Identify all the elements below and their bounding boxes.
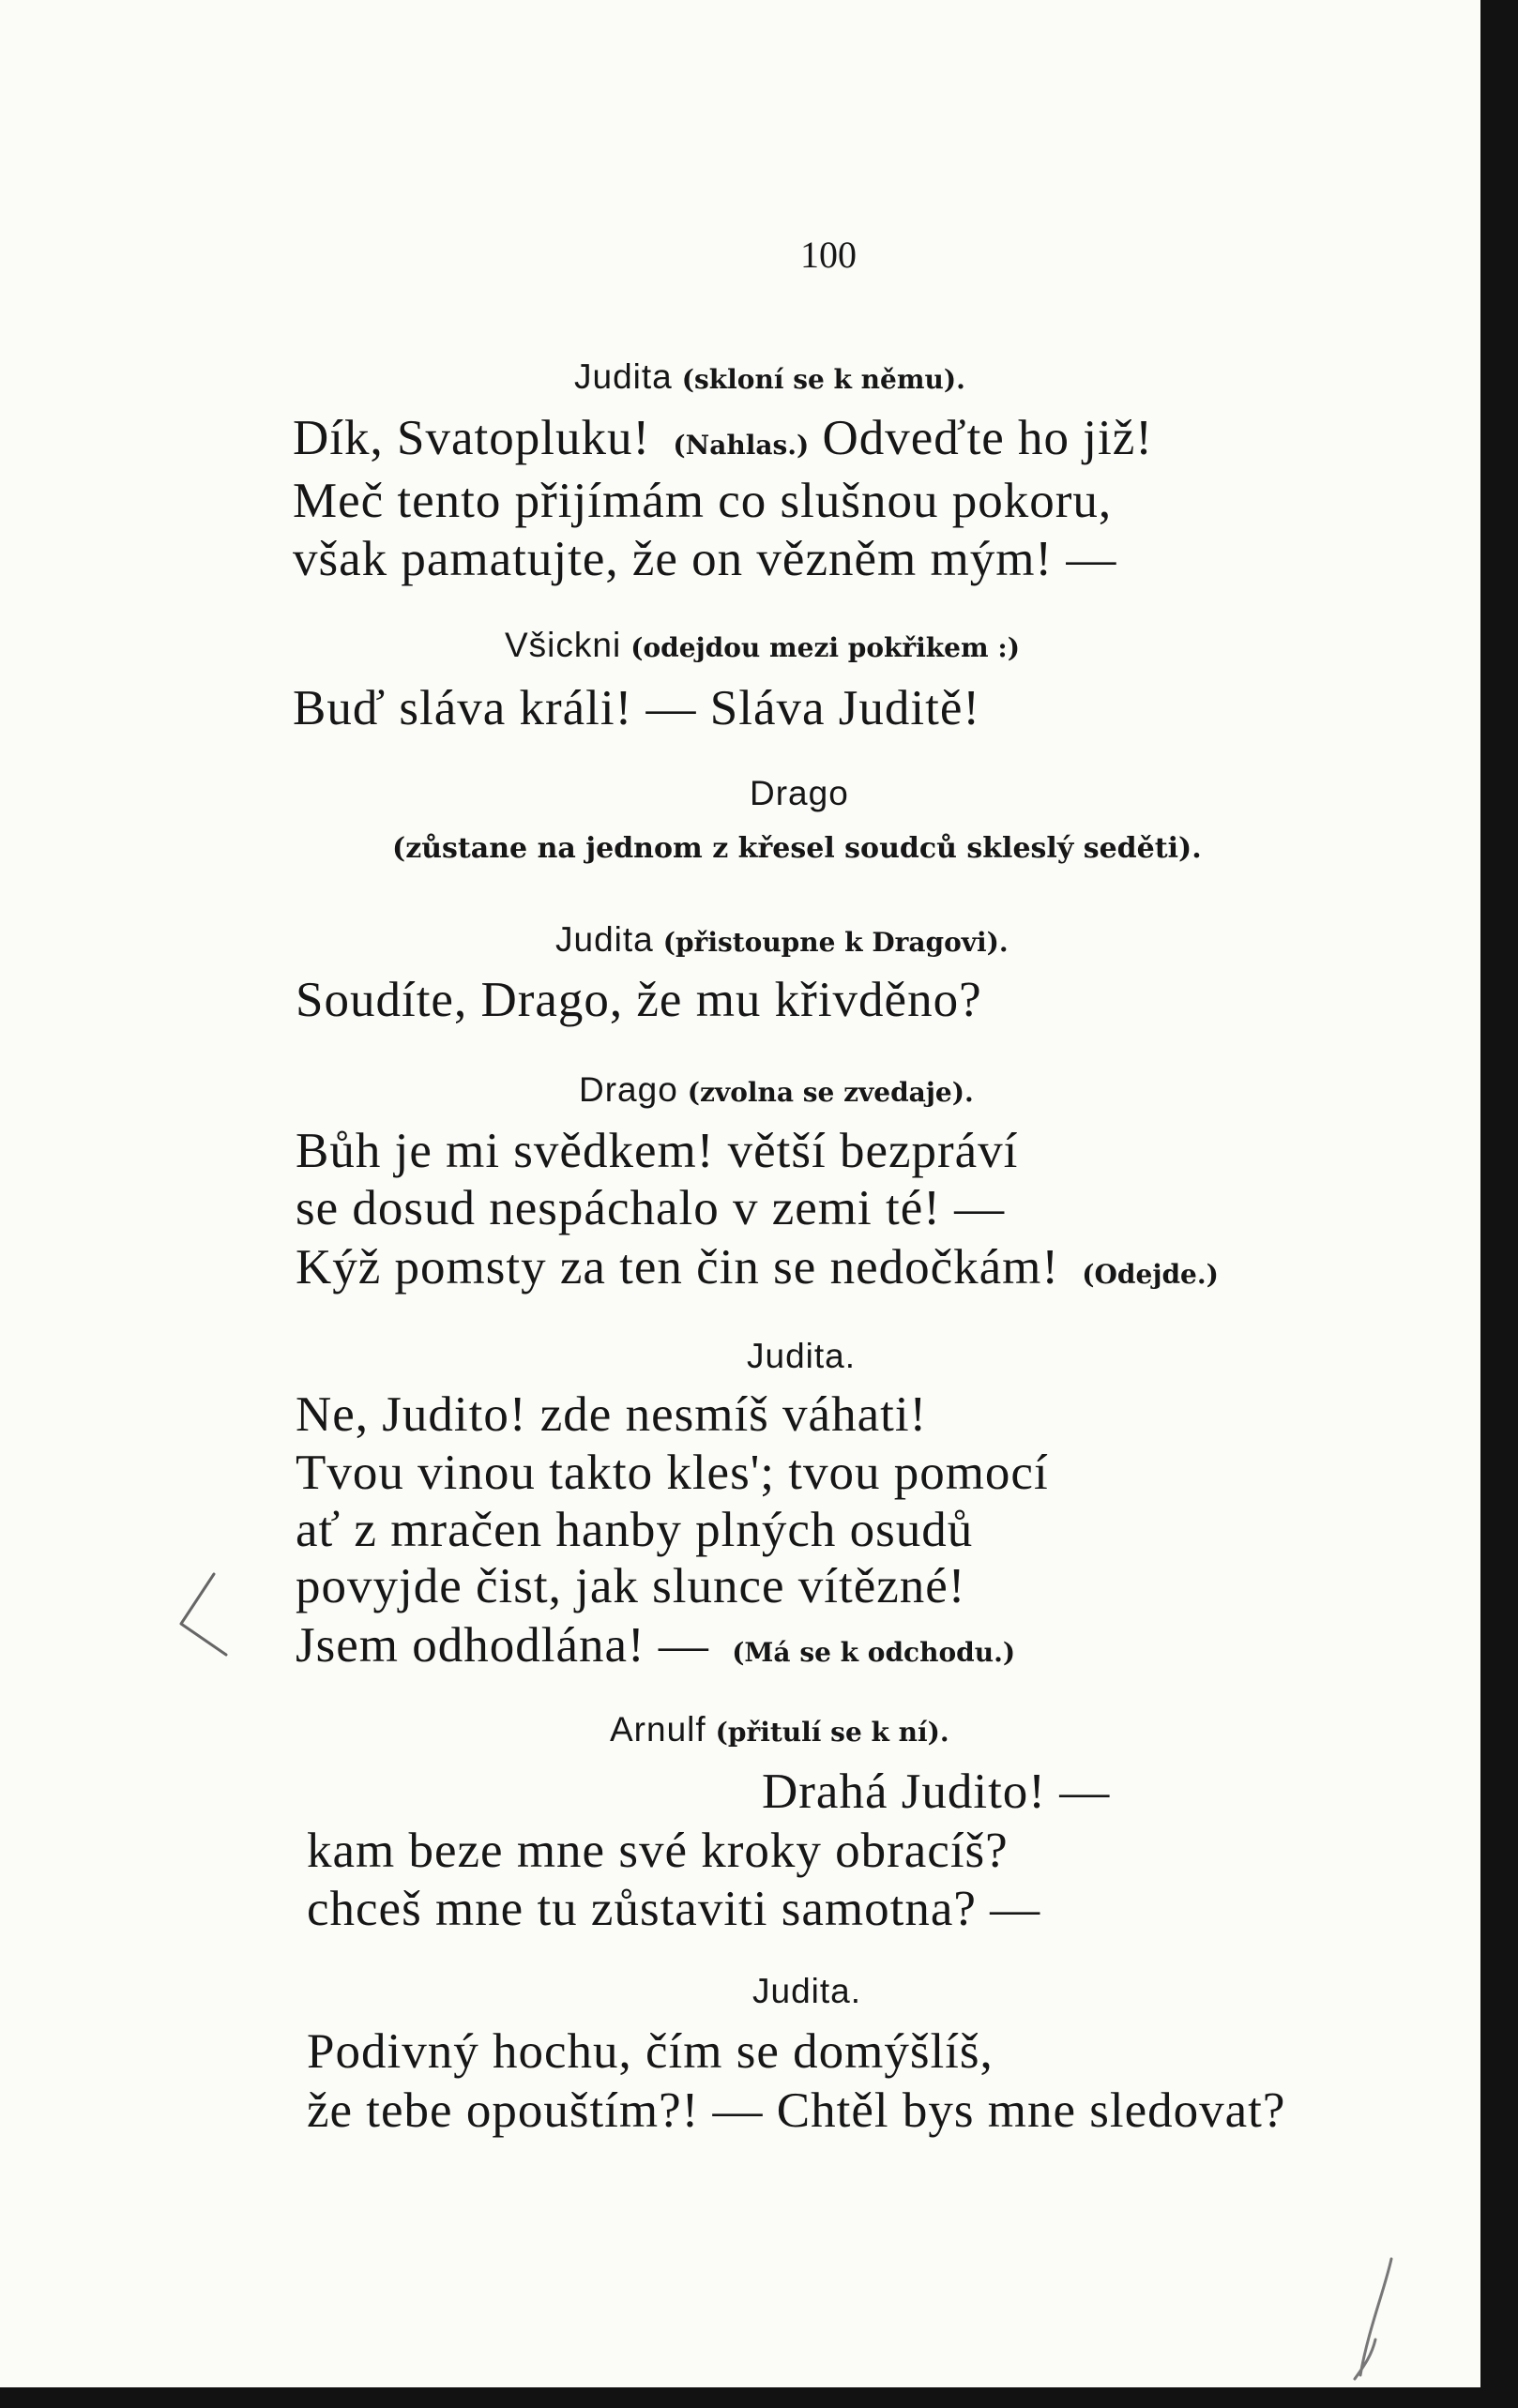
- inline-stage-direction: (Má se k odchodu.): [732, 1637, 1016, 1668]
- scan-border-right: [1480, 0, 1518, 2408]
- verse-line: však pamatujte, že on vězněm mým! —: [293, 532, 1117, 586]
- speaker-name: Judita.: [752, 1972, 862, 2010]
- stage-direction: (přitulí se k ní).: [715, 1717, 949, 1748]
- speaker-name: Drago: [750, 774, 849, 812]
- speaker-judita-4: [752, 1970, 861, 2013]
- stage-direction: (odejdou mezi pokřikem :): [630, 632, 1020, 663]
- verse-line: ať z mračen hanby plných osudů: [296, 1503, 974, 1557]
- stage-direction: (skloní se k němu).: [681, 364, 965, 395]
- verse-line: chceš mne tu zůstaviti samotna? —: [307, 1882, 1041, 1936]
- speaker-name: Drago: [579, 1070, 678, 1109]
- stage-direction: (zůstane na jednom z křesel soudců skleslý seděti).: [392, 832, 1202, 865]
- verse-line: Bůh je mi svědkem! větší bezpráví: [296, 1124, 1019, 1178]
- speaker-judita-1: [574, 356, 965, 401]
- verse-text: Dík, Svatopluku!: [293, 411, 651, 465]
- speaker-name: Všickni: [505, 626, 622, 664]
- verse-text: Odveďte ho již!: [822, 411, 1153, 465]
- inline-stage-direction: (Odejde.): [1082, 1259, 1219, 1290]
- verse-line: [293, 410, 1153, 474]
- page-number: 100: [800, 234, 857, 276]
- speaker-judita-3: [747, 1335, 856, 1378]
- verse-line: se dosud nespáchalo v zemi té! —: [296, 1181, 1006, 1235]
- verse-line: Soudíte, Drago, že mu křivděno?: [296, 973, 982, 1027]
- speaker-name: Judita: [574, 357, 673, 396]
- verse-line: Meč tento přijímám co slušnou pokoru,: [293, 474, 1113, 528]
- margin-pencil-mark: [172, 1565, 237, 1668]
- speaker-name: Judita: [555, 920, 654, 959]
- speaker-arnulf: [610, 1708, 949, 1754]
- scan-border-bottom: [0, 2387, 1518, 2408]
- verse-line: kam beze mne své kroky obracíš?: [307, 1824, 1009, 1878]
- stage-direction: (zvolna se zvedaje).: [687, 1077, 974, 1108]
- speaker-name: Arnulf: [610, 1710, 706, 1749]
- verse-line: Tvou vinou takto kles'; tvou pomocí: [296, 1446, 1049, 1500]
- speaker-vsickni: [505, 624, 1020, 670]
- speaker-judita-2: [555, 918, 1009, 964]
- speaker-drago-1: [750, 772, 849, 815]
- verse-line: Ne, Judito! zde nesmíš váhati!: [296, 1387, 928, 1442]
- stage-direction: (přistoupne k Dragovi).: [662, 927, 1009, 958]
- verse-line: [296, 1617, 1015, 1681]
- verse-line: Drahá Judito! —: [762, 1764, 1111, 1819]
- inline-stage-direction: (Nahlas.): [673, 430, 810, 461]
- margin-pencil-mark: [1340, 2251, 1415, 2387]
- verse-line: [296, 1239, 1219, 1303]
- verse-text: Jsem odhodlána! —: [296, 1618, 709, 1673]
- speaker-name: Judita.: [747, 1337, 857, 1375]
- verse-text: Kýž pomsty za ten čin se nedočkám!: [296, 1240, 1060, 1295]
- verse-line: Podivný hochu, čím se domýšlíš,: [307, 2024, 994, 2079]
- verse-line: Buď sláva králi! — Sláva Juditě!: [293, 681, 981, 735]
- speaker-drago-2: [579, 1068, 974, 1114]
- verse-line: že tebe opouštím?! — Chtěl bys mne sledovat?: [307, 2083, 1286, 2138]
- verse-line: povyjde čist, jak slunce vítězné!: [296, 1559, 966, 1613]
